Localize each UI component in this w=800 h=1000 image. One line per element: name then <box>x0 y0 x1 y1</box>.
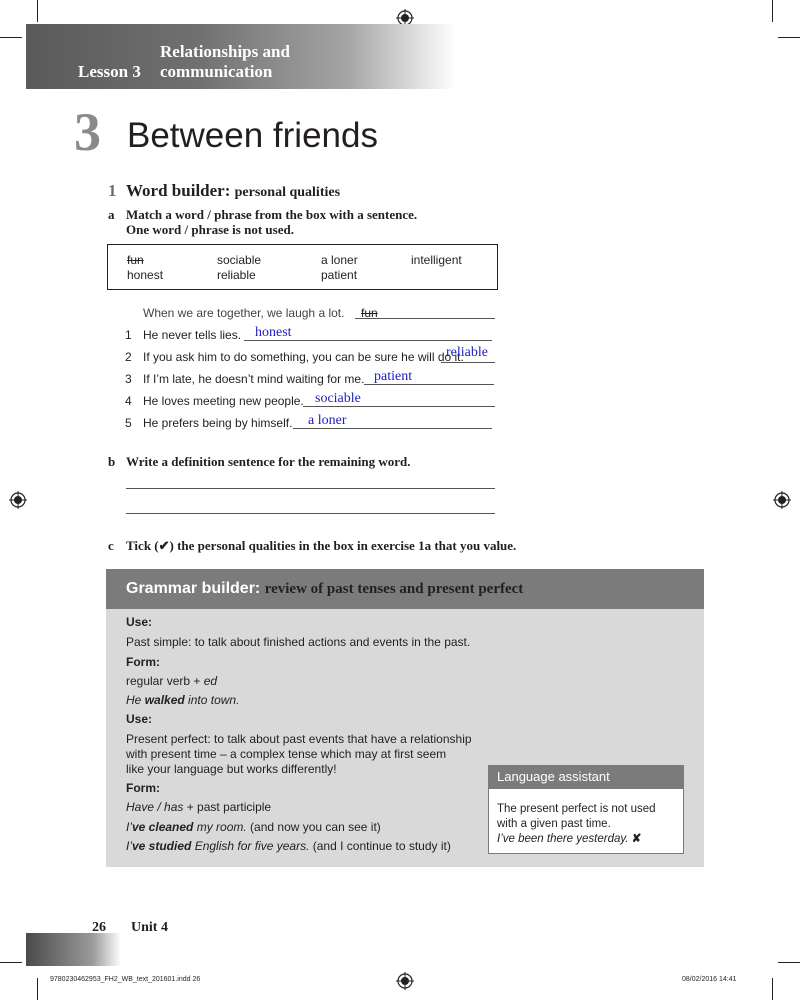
example-answer: fun <box>361 306 378 320</box>
language-assistant-text: The present perfect is not used with a given past time. I’ve been there yesterday. ✘ <box>497 803 656 845</box>
footer-band <box>26 933 121 966</box>
part-a-label: a <box>108 207 115 222</box>
print-slug-left: 9780230462953_FH2_WB_text_201601.indd 26 <box>50 976 201 983</box>
handwritten-answer: reliable <box>446 345 488 360</box>
section-title: Word builder: personal qualities <box>126 181 341 200</box>
use-label: Use: <box>126 615 153 629</box>
word-box-item: patient <box>321 268 358 282</box>
registration-mark-icon <box>9 491 27 509</box>
form-label: Form: <box>126 781 160 795</box>
crop-mark <box>0 37 22 38</box>
grammar-example: I’ve cleaned my room. (and now you can see it) <box>126 820 381 834</box>
word-box-item: honest <box>127 268 164 282</box>
item-sentence: If you ask him to do something, you can be sure he will do it. <box>143 350 464 364</box>
grammar-text: Present perfect: to talk about past events that have a relationship <box>126 732 472 746</box>
handwritten-answer: patient <box>374 369 413 384</box>
chapter-number: 3 <box>74 102 101 162</box>
language-assistant-title: Language assistant <box>497 769 610 784</box>
writing-line[interactable] <box>126 488 495 489</box>
item-sentence: If I’m late, he doesn’t mind waiting for me. <box>143 372 365 386</box>
crop-mark <box>37 978 38 1000</box>
lesson-label: Lesson 3 <box>78 62 141 81</box>
item-sentence: He prefers being by himself. <box>143 416 293 430</box>
writing-line[interactable] <box>126 513 495 514</box>
crop-mark <box>778 37 800 38</box>
section-subtitle: personal qualities <box>234 185 341 200</box>
section-number: 1 <box>108 181 117 200</box>
part-b-label: b <box>108 454 116 469</box>
crop-mark <box>37 0 38 22</box>
unit-label: Unit 4 <box>131 920 168 935</box>
item-number: 3 <box>125 372 132 386</box>
example-sentence: When we are together, we laugh a lot. <box>143 306 345 320</box>
item-sentence: He loves meeting new people. <box>143 394 304 408</box>
grammar-text: with present time – a complex tense which may at first seem <box>126 747 447 761</box>
word-box-item: intelligent <box>411 253 462 267</box>
part-a-instruction: Match a word / phrase from the box with a sentence. One word / phrase is not used. <box>126 207 418 237</box>
item-number: 4 <box>125 394 132 408</box>
grammar-example: He walked into town. <box>126 693 240 707</box>
crop-mark <box>0 962 22 963</box>
grammar-builder-title: Grammar builder: review of past tenses and present perfect <box>126 580 524 597</box>
crop-mark <box>772 0 773 22</box>
handwritten-answer: honest <box>255 325 292 340</box>
item-number: 5 <box>125 416 132 430</box>
word-box-item: a loner <box>321 253 358 267</box>
word-box-item: sociable <box>217 253 262 267</box>
print-slug-right: 08/02/2016 14:41 <box>682 976 737 983</box>
part-c-label: c <box>108 538 114 553</box>
crop-mark <box>778 962 800 963</box>
handwritten-answer: a loner <box>308 413 347 428</box>
grammar-text: Past simple: to talk about finished actions and events in the past. <box>126 635 471 649</box>
item-sentence: He never tells lies. <box>143 328 242 342</box>
page-number: 26 <box>92 920 106 935</box>
chapter-title: Between friends <box>127 116 378 155</box>
item-number: 1 <box>125 328 132 342</box>
crop-mark <box>772 978 773 1000</box>
grammar-text: regular verb + ed <box>126 674 218 688</box>
cross-icon: ✘ <box>631 833 642 845</box>
registration-mark-icon <box>396 972 414 990</box>
form-label: Form: <box>126 655 160 669</box>
part-b-instruction: Write a definition sentence for the remaining word. <box>126 454 411 469</box>
use-label: Use: <box>126 712 153 726</box>
grammar-builder-subtitle: review of past tenses and present perfect <box>264 581 524 597</box>
grammar-example: I’ve studied English for five years. (and I continue to study it) <box>126 839 451 853</box>
item-number: 2 <box>125 350 132 364</box>
handwritten-answer: sociable <box>315 391 361 406</box>
part-c-instruction: Tick (✔) the personal qualities in the box in exercise 1a that you value. <box>126 538 517 553</box>
word-box-item: reliable <box>217 268 256 282</box>
grammar-text: Have / has + past participle <box>126 800 272 814</box>
word-box <box>107 244 498 290</box>
word-box-item: fun <box>127 253 144 267</box>
grammar-text: like your language but works differently! <box>126 762 337 776</box>
answer-line[interactable] <box>441 362 495 363</box>
lesson-title: Relationships and communication <box>160 42 290 81</box>
registration-mark-icon <box>773 491 791 509</box>
